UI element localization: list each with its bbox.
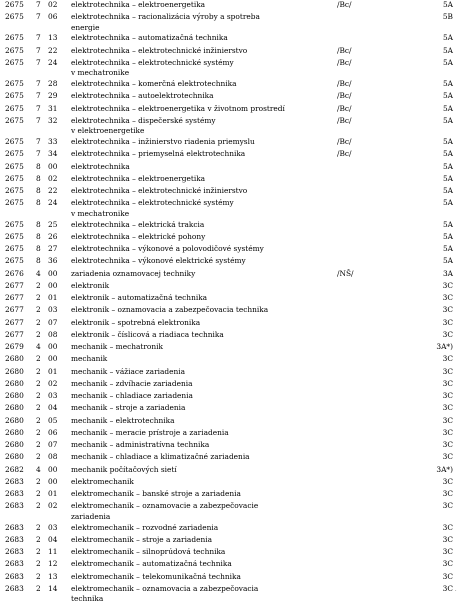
code-part-3: 24 — [48, 198, 58, 208]
field-name: elektromechanik — [71, 476, 134, 486]
field-name: elektromechanik – rozvodné zariadenia — [71, 522, 219, 532]
code-part-3: 28 — [48, 79, 58, 89]
level-code: 3C — [442, 305, 453, 315]
code-part-2: 2 — [36, 354, 41, 364]
field-name-continuation: v elektroenergetike — [71, 126, 145, 136]
code-part-3: 08 — [48, 329, 58, 339]
code-part-2: 2 — [36, 391, 41, 401]
code-part-2: 2 — [36, 427, 41, 437]
code-part-1: 2683 — [5, 571, 24, 581]
level-code: 3C — [442, 583, 453, 593]
field-name: elektrotechnika – elektrotechnické inžinierstvo — [71, 186, 248, 196]
field-name: zariadenia oznamovacej techniky — [71, 268, 196, 278]
code-part-2: 2 — [36, 440, 41, 450]
code-part-2: 2 — [36, 317, 41, 327]
code-part-1: 2675 — [5, 244, 24, 254]
field-name: mechanik – zdvíhacie zariadenia — [71, 378, 193, 388]
code-part-1: 2680 — [5, 415, 24, 425]
degree-label: /Bc/ — [337, 103, 352, 113]
code-part-1: 2677 — [5, 305, 24, 315]
code-part-2: 2 — [36, 501, 41, 511]
code-part-2: 2 — [36, 583, 41, 593]
field-name: elektromechanik – oznamovacie a zabezpečovacie — [71, 501, 259, 511]
code-part-1: 2675 — [5, 12, 24, 22]
code-part-2: 2 — [36, 534, 41, 544]
code-part-3: 36 — [48, 256, 58, 266]
code-part-2: 7 — [36, 149, 41, 159]
level-code: 3C — [442, 366, 453, 376]
code-part-2: 2 — [36, 571, 41, 581]
code-part-1: 2679 — [5, 342, 24, 352]
field-name-continuation: technika — [71, 594, 104, 604]
code-part-3: 07 — [48, 440, 58, 450]
code-part-2: 4 — [36, 464, 41, 474]
level-code: 3C — [442, 476, 453, 486]
code-part-1: 2680 — [5, 440, 24, 450]
code-part-2: 8 — [36, 219, 41, 229]
code-part-3: 01 — [48, 293, 58, 303]
code-part-3: 26 — [48, 231, 58, 241]
level-code: 3A*) — [436, 342, 453, 352]
level-code: 3C — [442, 317, 453, 327]
level-code: 3C — [442, 354, 453, 364]
level-code: 5A — [442, 186, 453, 196]
code-part-1: 2680 — [5, 366, 24, 376]
level-code: 3C — [442, 534, 453, 544]
field-name: elektrotechnika – elektrotechnické systémy — [71, 57, 234, 67]
level-code: 3C — [442, 427, 453, 437]
code-part-1: 2676 — [5, 268, 24, 278]
level-code: 3A*) — [436, 464, 453, 474]
code-part-3: 05 — [48, 415, 58, 425]
field-name: elektrotechnika – elektrická trakcia — [71, 219, 205, 229]
code-part-1: 2683 — [5, 547, 24, 556]
field-name: elektrotechnika – inžinierstvo riadenia priemyslu — [71, 137, 255, 147]
level-code: 5A — [442, 244, 453, 254]
code-part-2: 8 — [36, 186, 41, 196]
code-part-1: 2675 — [5, 256, 24, 266]
code-part-2: 2 — [36, 329, 41, 339]
code-part-2: 7 — [36, 57, 41, 67]
level-code: 5A — [442, 161, 453, 171]
code-part-2: 8 — [36, 256, 41, 266]
level-code: 3C — [442, 391, 453, 401]
code-part-2: 2 — [36, 305, 41, 315]
level-code: 5A — [442, 91, 453, 101]
code-part-2: 7 — [36, 115, 41, 125]
level-code: 3C — [442, 452, 453, 462]
level-code: 5A — [442, 219, 453, 229]
code-part-1: 2683 — [5, 559, 24, 569]
code-part-3: 02 — [48, 0, 58, 9]
code-part-2: 7 — [36, 79, 41, 89]
code-part-1: 2680 — [5, 427, 24, 437]
field-name: elektrotechnika – racionalizácia výroby a spotreba — [71, 12, 260, 22]
code-part-2: 7 — [36, 0, 41, 9]
degree-label: /Bc/ — [337, 0, 352, 9]
level-code: 3C — [442, 378, 453, 388]
level-code: 3C — [442, 559, 453, 569]
code-part-1: 2675 — [5, 231, 24, 241]
code-part-3: 03 — [48, 522, 58, 532]
code-part-1: 2683 — [5, 583, 24, 593]
code-part-2: 8 — [36, 173, 41, 183]
field-name: mechanik počítačových sietí — [71, 464, 177, 474]
field-name: mechanik – administratívna technika — [71, 440, 210, 450]
code-part-3: 34 — [48, 149, 58, 159]
code-part-2: 2 — [36, 452, 41, 462]
field-name: elektromechanik – stroje a zariadenia — [71, 534, 212, 544]
level-code: 3A — [442, 268, 453, 278]
code-part-2: 4 — [36, 268, 41, 278]
level-code: 3C — [442, 501, 453, 511]
level-code: 5A — [442, 33, 453, 43]
code-part-1: 2677 — [5, 329, 24, 339]
code-part-1: 2683 — [5, 522, 24, 532]
field-name: mechanik — [71, 354, 108, 364]
level-code: 5A — [442, 115, 453, 125]
code-part-1: 2675 — [5, 91, 24, 101]
degree-label: /Bc/ — [337, 91, 352, 101]
code-part-2: 2 — [36, 522, 41, 532]
code-part-3: 01 — [48, 489, 58, 499]
field-name: elektromechanik – silnoprúdová technika — [71, 547, 226, 556]
degree-label: /Bc/ — [337, 115, 352, 125]
level-code: 3C — [442, 329, 453, 339]
field-name: elektronik – oznamovacia a zabezpečovacia technika — [71, 305, 269, 315]
code-part-1: 2680 — [5, 378, 24, 388]
code-part-3: 04 — [48, 534, 58, 544]
code-part-2: 8 — [36, 231, 41, 241]
level-code: 3C — [442, 403, 453, 413]
level-code: 3C — [442, 571, 453, 581]
code-part-2: 7 — [36, 12, 41, 22]
code-part-1: 2675 — [5, 79, 24, 89]
code-part-1: 2680 — [5, 452, 24, 462]
code-part-3: 13 — [48, 33, 58, 43]
code-part-3: 06 — [48, 12, 58, 22]
code-part-1: 2675 — [5, 45, 24, 55]
code-part-1: 2677 — [5, 280, 24, 290]
code-part-3: 02 — [48, 173, 58, 183]
field-name: elektronik — [71, 280, 110, 290]
code-part-2: 7 — [36, 91, 41, 101]
code-part-2: 2 — [36, 366, 41, 376]
code-part-3: 25 — [48, 219, 58, 229]
code-part-3: 03 — [48, 305, 58, 315]
level-code: 3C — [442, 293, 453, 303]
code-part-1: 2677 — [5, 317, 24, 327]
code-part-1: 2680 — [5, 403, 24, 413]
degree-label: /Bc/ — [337, 57, 352, 67]
code-part-3: 31 — [48, 103, 58, 113]
code-part-3: 00 — [48, 268, 58, 278]
code-part-3: 01 — [48, 366, 58, 376]
field-name: elektrotechnika – autoelektrotechnika — [71, 91, 214, 101]
level-code: 5A — [442, 198, 453, 208]
code-part-3: 00 — [48, 161, 58, 171]
code-part-1: 2675 — [5, 115, 24, 125]
level-code: 5A — [442, 0, 453, 9]
code-part-2: 2 — [36, 280, 41, 290]
field-name: mechanik – mechatronik — [71, 342, 163, 352]
level-code: 5A — [442, 79, 453, 89]
field-name: elektrotechnika – výkonové elektrické systémy — [71, 256, 246, 266]
page-edge-mark: · — [455, 588, 457, 594]
code-part-2: 2 — [36, 403, 41, 413]
code-part-2: 2 — [36, 476, 41, 486]
code-part-3: 04 — [48, 403, 58, 413]
level-code: 5A — [442, 45, 453, 55]
field-name: elektrotechnika – elektroenergetika — [71, 173, 206, 183]
code-part-2: 8 — [36, 161, 41, 171]
field-name: elektrotechnika — [71, 161, 130, 171]
level-code: 5B — [442, 12, 453, 22]
code-part-3: 00 — [48, 354, 58, 364]
field-name: elektrotechnika – elektrické pohony — [71, 231, 206, 241]
field-name: elektrotechnika – elektroenergetika v životnom prostredí — [71, 103, 285, 113]
level-code: 5A — [442, 149, 453, 159]
code-part-2: 2 — [36, 559, 41, 569]
field-name: elektromechanik – banské stroje a zariadenia — [71, 489, 241, 499]
code-part-1: 2675 — [5, 57, 24, 67]
code-part-1: 2675 — [5, 161, 24, 171]
field-name: mechanik – chladiace a klimatizačné zariadenia — [71, 452, 250, 462]
field-name: elektrotechnika – priemyselná elektrotechnika — [71, 149, 246, 159]
level-code: 3C — [442, 522, 453, 532]
level-code: 3C — [442, 489, 453, 499]
level-code: 5A — [442, 57, 453, 67]
field-name: mechanik – stroje a zariadenia — [71, 403, 186, 413]
code-part-2: 2 — [36, 293, 41, 303]
code-part-2: 7 — [36, 33, 41, 43]
level-code: 5A — [442, 173, 453, 183]
code-part-3: 11 — [48, 547, 58, 556]
code-part-1: 2675 — [5, 33, 24, 43]
level-code: 5A — [442, 103, 453, 113]
field-name: elektrotechnika – automatizačná technika — [71, 33, 228, 43]
level-code: 3C — [442, 547, 453, 556]
field-name: elektrotechnika – elektroenergetika — [71, 0, 206, 9]
field-name: mechanik – elektrotechnika — [71, 415, 175, 425]
code-part-3: 33 — [48, 137, 58, 147]
code-part-1: 2675 — [5, 103, 24, 113]
field-name: mechanik – meracie prístroje a zariadenia — [71, 427, 229, 437]
level-code: 5A — [442, 137, 453, 147]
code-part-3: 00 — [48, 342, 58, 352]
code-part-3: 22 — [48, 186, 58, 196]
code-part-3: 24 — [48, 57, 58, 67]
code-part-3: 00 — [48, 464, 58, 474]
code-part-1: 2675 — [5, 186, 24, 196]
field-name: elektrotechnika – elektrotechnické systémy — [71, 198, 234, 208]
code-part-2: 2 — [36, 547, 41, 556]
level-code: 5A — [442, 256, 453, 266]
code-part-3: 00 — [48, 280, 58, 290]
code-part-2: 8 — [36, 198, 41, 208]
code-part-3: 08 — [48, 452, 58, 462]
code-part-2: 2 — [36, 489, 41, 499]
field-name: elektromechanik – automatizačná technika — [71, 559, 232, 569]
level-code: 3C — [442, 440, 453, 450]
code-part-2: 7 — [36, 137, 41, 147]
code-part-1: 2680 — [5, 391, 24, 401]
code-part-1: 2675 — [5, 173, 24, 183]
code-part-2: 4 — [36, 342, 41, 352]
field-name-continuation: energie — [71, 22, 100, 32]
code-part-1: 2683 — [5, 534, 24, 544]
field-name: elektrotechnika – výkonové a polovodičové systémy — [71, 244, 264, 254]
code-part-3: 27 — [48, 244, 58, 254]
field-name: elektrotechnika – komerčná elektrotechnika — [71, 79, 237, 89]
code-part-1: 2680 — [5, 354, 24, 364]
code-part-3: 00 — [48, 476, 58, 486]
code-part-2: 7 — [36, 103, 41, 113]
code-part-3: 32 — [48, 115, 58, 125]
code-part-1: 2675 — [5, 198, 24, 208]
code-part-1: 2683 — [5, 476, 24, 486]
code-part-2: 7 — [36, 45, 41, 55]
field-name: mechanik – vážiace zariadenia — [71, 366, 186, 376]
code-part-2: 2 — [36, 415, 41, 425]
field-name: elektromechanik – telekomunikačná technika — [71, 571, 241, 581]
code-part-3: 07 — [48, 317, 58, 327]
code-part-3: 03 — [48, 391, 58, 401]
code-part-1: 2675 — [5, 0, 24, 9]
level-code: 3C — [442, 415, 453, 425]
code-part-3: 22 — [48, 45, 58, 55]
degree-label: /Bc/ — [337, 149, 352, 159]
level-code: 3C — [442, 280, 453, 290]
code-part-3: 02 — [48, 501, 58, 511]
code-part-3: 12 — [48, 559, 58, 569]
field-name-continuation: v mechatronike — [71, 208, 130, 218]
code-part-2: 8 — [36, 244, 41, 254]
code-part-1: 2683 — [5, 489, 24, 499]
degree-label: /Bc/ — [337, 79, 352, 89]
level-code: 5A — [442, 231, 453, 241]
code-part-1: 2677 — [5, 293, 24, 303]
field-name: elektronik – číslicová a riadiaca technika — [71, 329, 224, 339]
field-name-continuation: zariadenia — [71, 511, 111, 521]
field-name: mechanik – chladiace zariadenia — [71, 391, 193, 401]
field-name: elektronik – spotrebná elektronika — [71, 317, 201, 327]
degree-label: /Bc/ — [337, 45, 352, 55]
code-part-3: 29 — [48, 91, 58, 101]
field-name: elektronik – automatizačná technika — [71, 293, 208, 303]
code-part-1: 2675 — [5, 149, 24, 159]
code-part-3: 14 — [48, 583, 58, 593]
code-part-1: 2675 — [5, 219, 24, 229]
code-part-1: 2683 — [5, 501, 24, 511]
degree-label: /NŠ/ — [337, 268, 354, 278]
field-name: elektromechanik – oznamovacia a zabezpečovacia — [71, 583, 259, 593]
code-part-2: 2 — [36, 378, 41, 388]
code-part-1: 2675 — [5, 137, 24, 147]
field-name: elektrotechnika – elektrotechnické inžinierstvo — [71, 45, 248, 55]
field-name-continuation: v mechatronike — [71, 68, 130, 78]
degree-label: /Bc/ — [337, 137, 352, 147]
code-part-1: 2682 — [5, 464, 24, 474]
code-part-3: 06 — [48, 427, 58, 437]
code-part-3: 02 — [48, 378, 58, 388]
code-part-3: 13 — [48, 571, 58, 581]
field-name: elektrotechnika – dispečerské systémy — [71, 115, 216, 125]
